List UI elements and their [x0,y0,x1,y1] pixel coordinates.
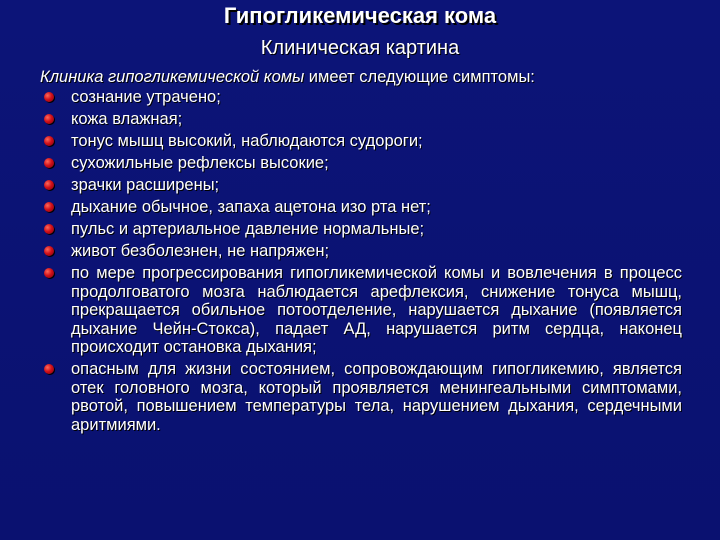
list-item [42,154,682,173]
bullet-icon [44,246,54,256]
intro-italic: Клиника гипогликемической комы [40,68,305,86]
intro-line [40,68,680,87]
intro-rest: имеет следующие симптомы: [304,68,535,86]
list-item [42,242,682,261]
slide-title: Гипогликемическая кома [223,3,497,28]
list-item-text: дыхание обычное, запаха ацетона изо рта нет; [71,197,431,216]
bullet-icon [44,136,54,146]
list-item [42,110,682,129]
bullet-icon [44,158,54,168]
list-item-text: сознание утрачено; [71,87,221,106]
bullet-icon [44,202,54,212]
list-item-text: кожа влажная; [71,109,183,128]
bullet-icon [44,364,54,374]
list-item [42,360,682,434]
bullet-icon [44,224,54,234]
list-item-text: опасным для жизни состоянием, сопровождающим гипогликемию, является отек головного мозга, который проявляется менингеальными симптомами, рвотой, повышением температуры тела, нарушением дыхания, сердечными аритмиями. [71,360,682,434]
bullet-icon [44,92,54,102]
list-item-text: сухожильные рефлексы высокие; [71,153,329,172]
bullet-icon [44,180,54,190]
list-item-text: пульс и артериальное давление нормальные; [71,220,425,239]
slide-subtitle: Клиническая картина [260,37,460,59]
list-item [42,220,682,239]
list-item [42,264,682,357]
list-item [42,88,682,107]
list-item [42,198,682,217]
bullet-icon [44,114,54,124]
list-item [42,132,682,151]
bullet-icon [44,268,54,278]
symptom-list [42,88,682,435]
list-item-text: тонус мышц высокий, наблюдаются судороги; [71,131,423,150]
list-item-text: живот безболезнен, не напряжен; [71,242,330,261]
slide-content [42,68,682,438]
list-item-text: зрачки расширены; [71,175,220,194]
list-item-text: по мере прогрессирования гипогликемической комы и вовлечения в процесс продолговатого мозга наблюдается арефлексия, снижение тонуса мышц, прекращается обильное потоотделение, нарушается дыхание (появляется дыхание Чейн-Стокса), падает АД, нарушается ритм сердца, наконец происходит остановка дыхания; [71,264,682,357]
list-item [42,176,682,195]
